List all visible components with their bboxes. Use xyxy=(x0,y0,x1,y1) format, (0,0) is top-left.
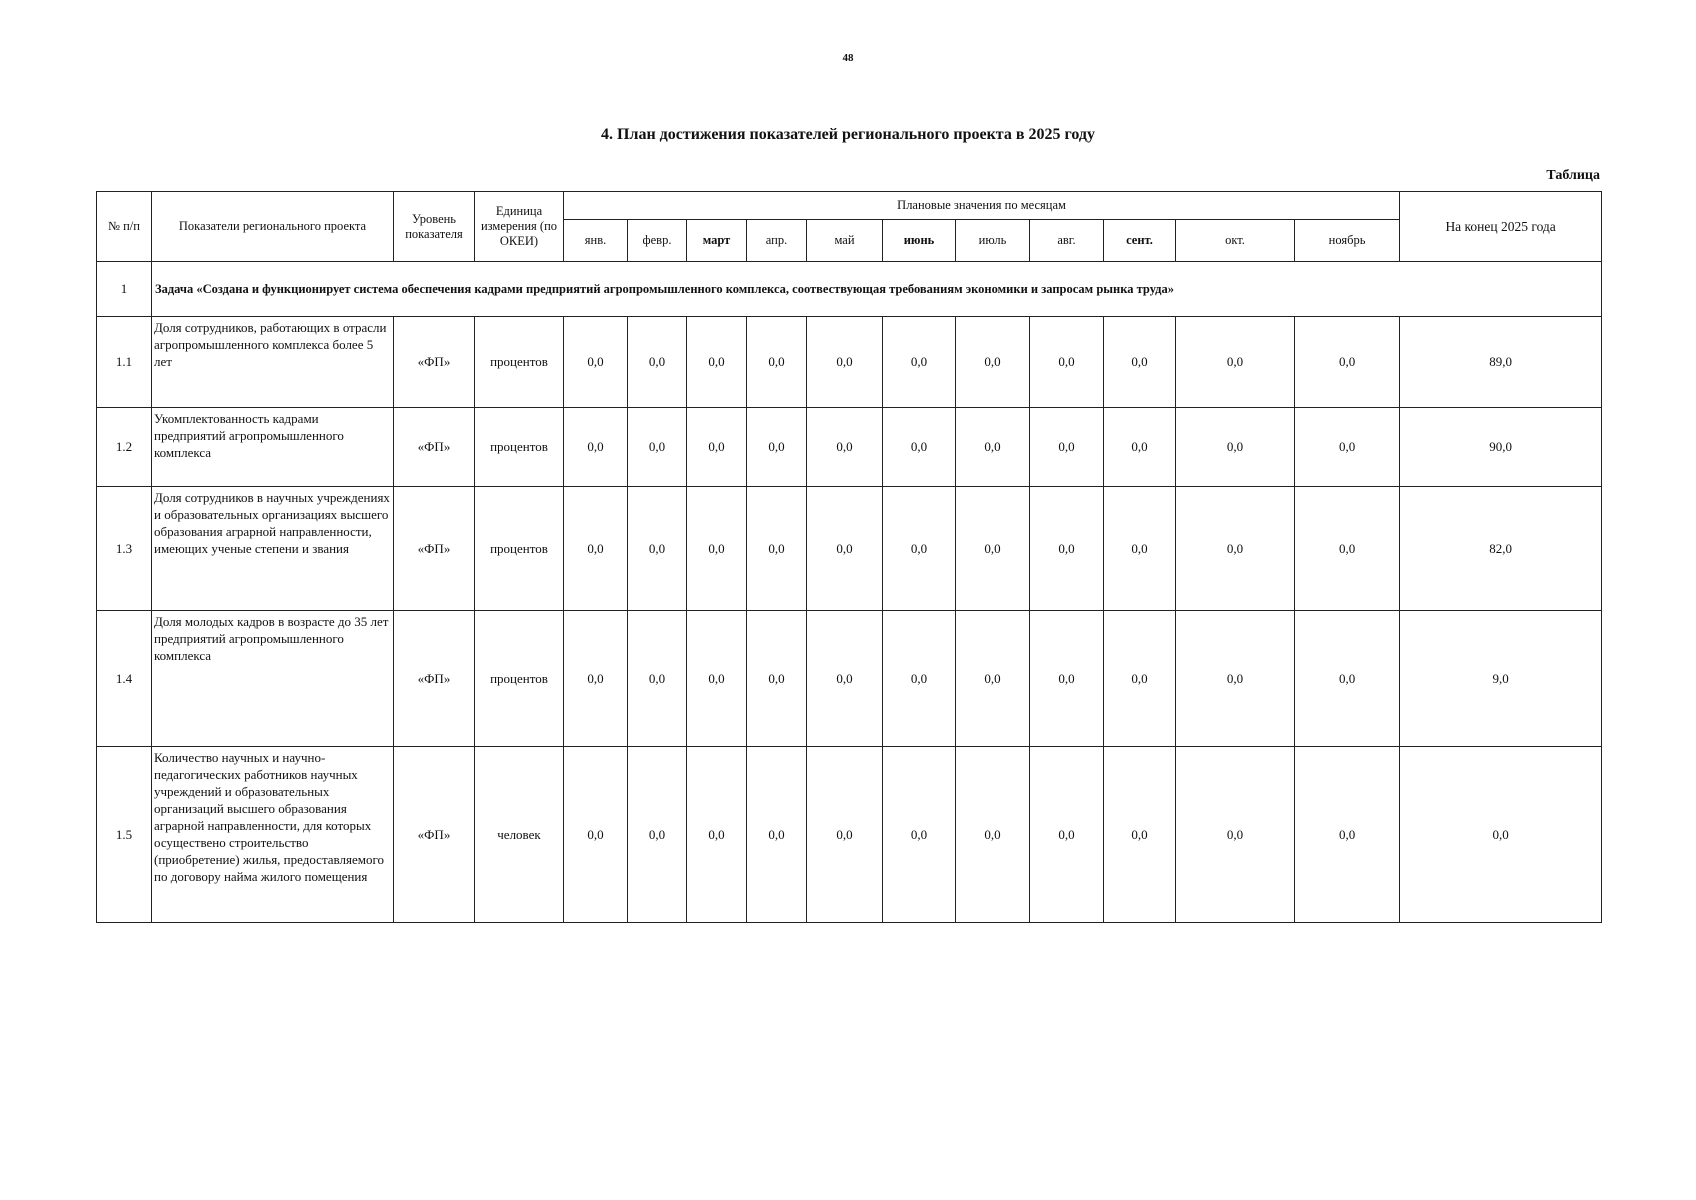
indicator-level: «ФП» xyxy=(394,408,475,487)
month-value: 0,0 xyxy=(1295,747,1400,923)
table-row xyxy=(97,487,1602,611)
month-value: 0,0 xyxy=(807,487,883,611)
indicator-name: Доля сотрудников в научных учреждениях и образовательных организациях высшего образования аграрной направленности, имеющих ученые степени и звания xyxy=(152,487,394,611)
indicator-level: «ФП» xyxy=(394,747,475,923)
month-value: 0,0 xyxy=(1104,487,1176,611)
month-value: 0,0 xyxy=(956,611,1030,747)
header-month: ноябрь xyxy=(1295,220,1400,262)
header-unit: Единица измерения (по ОКЕИ) xyxy=(475,192,564,262)
task-text: Задача «Создана и функционирует система обеспечения кадрами предприятий агропромышленного комплекса, соотвествующая требованиям экономики и запросам рынка труда» xyxy=(152,262,1602,317)
end-year-value: 0,0 xyxy=(1400,747,1602,923)
month-value: 0,0 xyxy=(883,408,956,487)
month-value: 0,0 xyxy=(1176,611,1295,747)
month-value: 0,0 xyxy=(883,611,956,747)
header-month: авг. xyxy=(1030,220,1104,262)
page-number: 48 xyxy=(842,52,854,64)
header-month: июль xyxy=(956,220,1030,262)
end-year-value: 90,0 xyxy=(1400,408,1602,487)
header-month: февр. xyxy=(628,220,687,262)
indicator-level: «ФП» xyxy=(394,317,475,408)
indicator-unit: процентов xyxy=(475,317,564,408)
month-value: 0,0 xyxy=(1295,317,1400,408)
table-row xyxy=(97,611,1602,747)
header-month: май xyxy=(807,220,883,262)
month-value: 0,0 xyxy=(747,487,807,611)
task-num: 1 xyxy=(97,262,152,317)
row-num: 1.1 xyxy=(97,317,152,408)
indicator-name: Доля сотрудников, работающих в отрасли агропромышленного комплекса более 5 лет xyxy=(152,317,394,408)
month-value: 0,0 xyxy=(564,747,628,923)
header-num: № п/п xyxy=(97,192,152,262)
month-value: 0,0 xyxy=(1176,487,1295,611)
month-value: 0,0 xyxy=(1030,487,1104,611)
month-value: 0,0 xyxy=(956,487,1030,611)
month-value: 0,0 xyxy=(1030,408,1104,487)
month-value: 0,0 xyxy=(956,747,1030,923)
header-indicator-name: Показатели регионального проекта xyxy=(152,192,394,262)
indicators-table xyxy=(96,191,1602,923)
month-value: 0,0 xyxy=(1104,611,1176,747)
page-title: 4. План достижения показателей регионального проекта в 2025 году xyxy=(601,126,1095,143)
month-value: 0,0 xyxy=(807,317,883,408)
month-value: 0,0 xyxy=(1176,747,1295,923)
header-month: окт. xyxy=(1176,220,1295,262)
row-num: 1.3 xyxy=(97,487,152,611)
month-value: 0,0 xyxy=(1295,487,1400,611)
month-value: 0,0 xyxy=(687,317,747,408)
header-month: янв. xyxy=(564,220,628,262)
row-num: 1.5 xyxy=(97,747,152,923)
month-value: 0,0 xyxy=(747,408,807,487)
header-month: апр. xyxy=(747,220,807,262)
row-num: 1.2 xyxy=(97,408,152,487)
month-value: 0,0 xyxy=(807,408,883,487)
indicator-name: Укомплектованность кадрами предприятий агропромышленного комплекса xyxy=(152,408,394,487)
month-value: 0,0 xyxy=(628,408,687,487)
month-value: 0,0 xyxy=(747,611,807,747)
month-value: 0,0 xyxy=(883,487,956,611)
table-row xyxy=(97,747,1602,923)
month-value: 0,0 xyxy=(628,317,687,408)
month-value: 0,0 xyxy=(1030,611,1104,747)
month-value: 0,0 xyxy=(1104,747,1176,923)
table-row xyxy=(97,408,1602,487)
table-row xyxy=(97,317,1602,408)
month-value: 0,0 xyxy=(687,747,747,923)
month-value: 0,0 xyxy=(687,487,747,611)
month-value: 0,0 xyxy=(628,487,687,611)
month-value: 0,0 xyxy=(883,747,956,923)
month-value: 0,0 xyxy=(687,408,747,487)
month-value: 0,0 xyxy=(1295,408,1400,487)
month-value: 0,0 xyxy=(628,747,687,923)
end-year-value: 9,0 xyxy=(1400,611,1602,747)
header-plan-months: Плановые значения по месяцам xyxy=(564,192,1400,220)
indicator-level: «ФП» xyxy=(394,487,475,611)
month-value: 0,0 xyxy=(1104,408,1176,487)
month-value: 0,0 xyxy=(747,747,807,923)
header-month: сент. xyxy=(1104,220,1176,262)
indicator-name: Количество научных и научно-педагогических работников научных учреждений и образовательных организаций высшего образования аграрной направленности, для которых осуществено строительство (приобретение) жилья, предоставляемого по договору найма жилого помещения xyxy=(152,747,394,923)
indicator-unit: процентов xyxy=(475,611,564,747)
month-value: 0,0 xyxy=(807,611,883,747)
row-num: 1.4 xyxy=(97,611,152,747)
header-month: июнь xyxy=(883,220,956,262)
indicator-unit: процентов xyxy=(475,487,564,611)
header-month: март xyxy=(687,220,747,262)
indicator-unit: человек xyxy=(475,747,564,923)
indicator-level: «ФП» xyxy=(394,611,475,747)
month-value: 0,0 xyxy=(1176,317,1295,408)
month-value: 0,0 xyxy=(1030,317,1104,408)
header-end-year: На конец 2025 года xyxy=(1400,192,1602,262)
task-row xyxy=(97,262,1602,317)
month-value: 0,0 xyxy=(564,611,628,747)
month-value: 0,0 xyxy=(1104,317,1176,408)
end-year-value: 82,0 xyxy=(1400,487,1602,611)
month-value: 0,0 xyxy=(956,317,1030,408)
month-value: 0,0 xyxy=(1295,611,1400,747)
month-value: 0,0 xyxy=(628,611,687,747)
month-value: 0,0 xyxy=(956,408,1030,487)
month-value: 0,0 xyxy=(687,611,747,747)
table-label: Таблица xyxy=(1546,168,1600,183)
month-value: 0,0 xyxy=(564,317,628,408)
month-value: 0,0 xyxy=(1030,747,1104,923)
indicator-unit: процентов xyxy=(475,408,564,487)
end-year-value: 89,0 xyxy=(1400,317,1602,408)
indicator-name: Доля молодых кадров в возрасте до 35 лет предприятий агропромышленного комплекса xyxy=(152,611,394,747)
month-value: 0,0 xyxy=(1176,408,1295,487)
month-value: 0,0 xyxy=(807,747,883,923)
month-value: 0,0 xyxy=(564,408,628,487)
month-value: 0,0 xyxy=(747,317,807,408)
header-level: Уровень показателя xyxy=(394,192,475,262)
month-value: 0,0 xyxy=(564,487,628,611)
month-value: 0,0 xyxy=(883,317,956,408)
